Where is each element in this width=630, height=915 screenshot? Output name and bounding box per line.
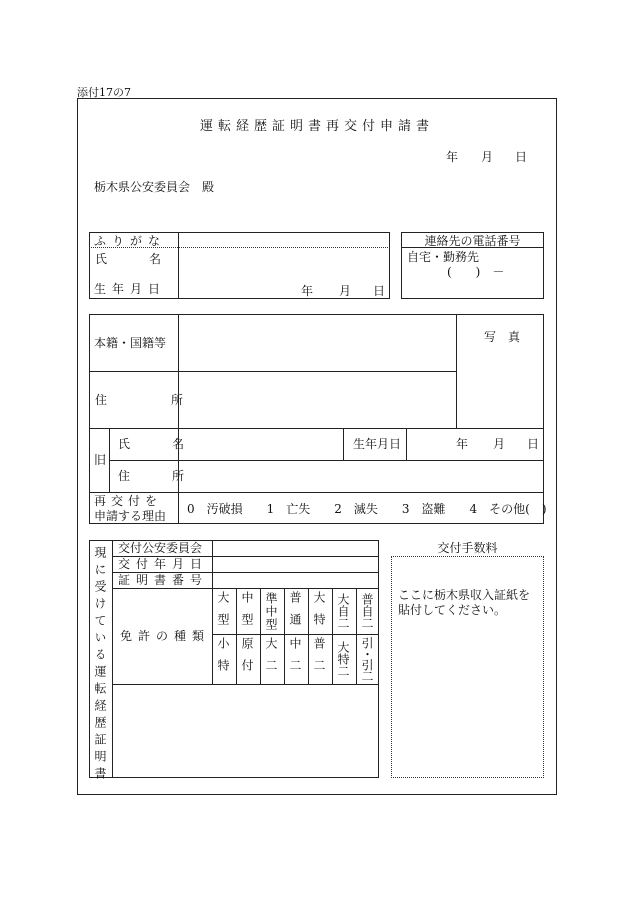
- furigana-input[interactable]: [180, 233, 388, 246]
- license-type-cell[interactable]: 普自二: [360, 593, 374, 629]
- license-type-cell[interactable]: 引・引二: [360, 637, 374, 681]
- contact-format: ( ) －: [447, 265, 505, 279]
- old-birth-year: 年: [456, 437, 469, 451]
- photo-area: [457, 315, 543, 427]
- old-name-label: 氏 名: [118, 437, 191, 451]
- reason-options[interactable]: 0 汚破損 1 亡失 2 滅失 3 盗難 4 その他( ): [187, 502, 547, 516]
- old-name-input[interactable]: [180, 430, 341, 458]
- applicant-name-label: 氏 名: [95, 252, 168, 266]
- current-cert-side-label: 現に受けている運転経歴証明書: [93, 546, 107, 784]
- old-birthdate-label: 生年月日: [353, 437, 402, 451]
- fee-title: 交付手数料: [437, 541, 498, 555]
- license-type-cell[interactable]: 大自二: [336, 593, 350, 629]
- license-type-cell[interactable]: 原付: [240, 637, 254, 681]
- date-day: 日: [515, 150, 528, 164]
- license-type-cell[interactable]: 普二: [312, 637, 326, 681]
- cert-number-input[interactable]: [214, 573, 377, 587]
- domicile-input[interactable]: [180, 316, 454, 369]
- license-type-cell[interactable]: 大二: [264, 637, 278, 681]
- old-label: 旧: [94, 453, 107, 467]
- license-type-cell[interactable]: 準中型: [264, 591, 278, 631]
- issue-date-label: 交付年月日: [118, 557, 209, 571]
- cert-number-label: 証明書番号: [118, 573, 209, 587]
- license-type-cell[interactable]: 普通: [288, 591, 302, 635]
- applicant-birthdate-label: 生年月日: [94, 282, 167, 296]
- addressee: 栃木県公安委員会 殿: [94, 180, 215, 194]
- old-address-label: 住 所: [118, 469, 191, 483]
- license-type-cell[interactable]: 中二: [288, 637, 302, 681]
- issue-date-input[interactable]: [214, 557, 377, 571]
- license-types-label: 免許の種類: [120, 629, 211, 643]
- furigana-label: ふりがな: [94, 234, 167, 248]
- attachment-label: 添付17の7: [77, 86, 131, 99]
- applicant-name-input[interactable]: [180, 249, 388, 277]
- fee-text-line1: ここに栃木県収入証紙を: [398, 588, 531, 602]
- license-type-cell[interactable]: 小特: [216, 637, 230, 681]
- fee-text-line2: 貼付してください。: [398, 603, 507, 617]
- reason-label-line1: 再交付を: [94, 494, 163, 508]
- date-year: 年: [446, 150, 459, 164]
- reason-label-line2: 申請する理由: [94, 509, 167, 523]
- address-label: 住 所: [95, 393, 191, 407]
- domicile-label: 本籍・国籍等: [94, 336, 167, 350]
- applicant-birth-year: 年: [301, 284, 314, 298]
- applicant-birth-day: 日: [373, 284, 386, 298]
- old-address-input[interactable]: [180, 462, 542, 490]
- license-type-cell[interactable]: 大特二: [336, 641, 350, 677]
- date-month: 月: [481, 150, 494, 164]
- form-title: 運転経歴証明書再交付申請書: [199, 119, 434, 134]
- old-birth-day: 日: [527, 437, 540, 451]
- license-type-cell[interactable]: 中型: [240, 591, 254, 635]
- license-type-cell[interactable]: 大型: [216, 591, 230, 635]
- old-birth-month: 月: [493, 437, 506, 451]
- committee-input[interactable]: [214, 541, 377, 555]
- address-input[interactable]: [180, 373, 454, 426]
- contact-label: 自宅・勤務先: [407, 250, 480, 264]
- license-type-cell[interactable]: 大特: [312, 591, 326, 635]
- contact-title: 連絡先の電話番号: [424, 234, 521, 248]
- applicant-birth-month: 月: [339, 284, 352, 298]
- committee-label: 交付公安委員会: [118, 541, 203, 555]
- photo-label: 写 真: [484, 330, 521, 344]
